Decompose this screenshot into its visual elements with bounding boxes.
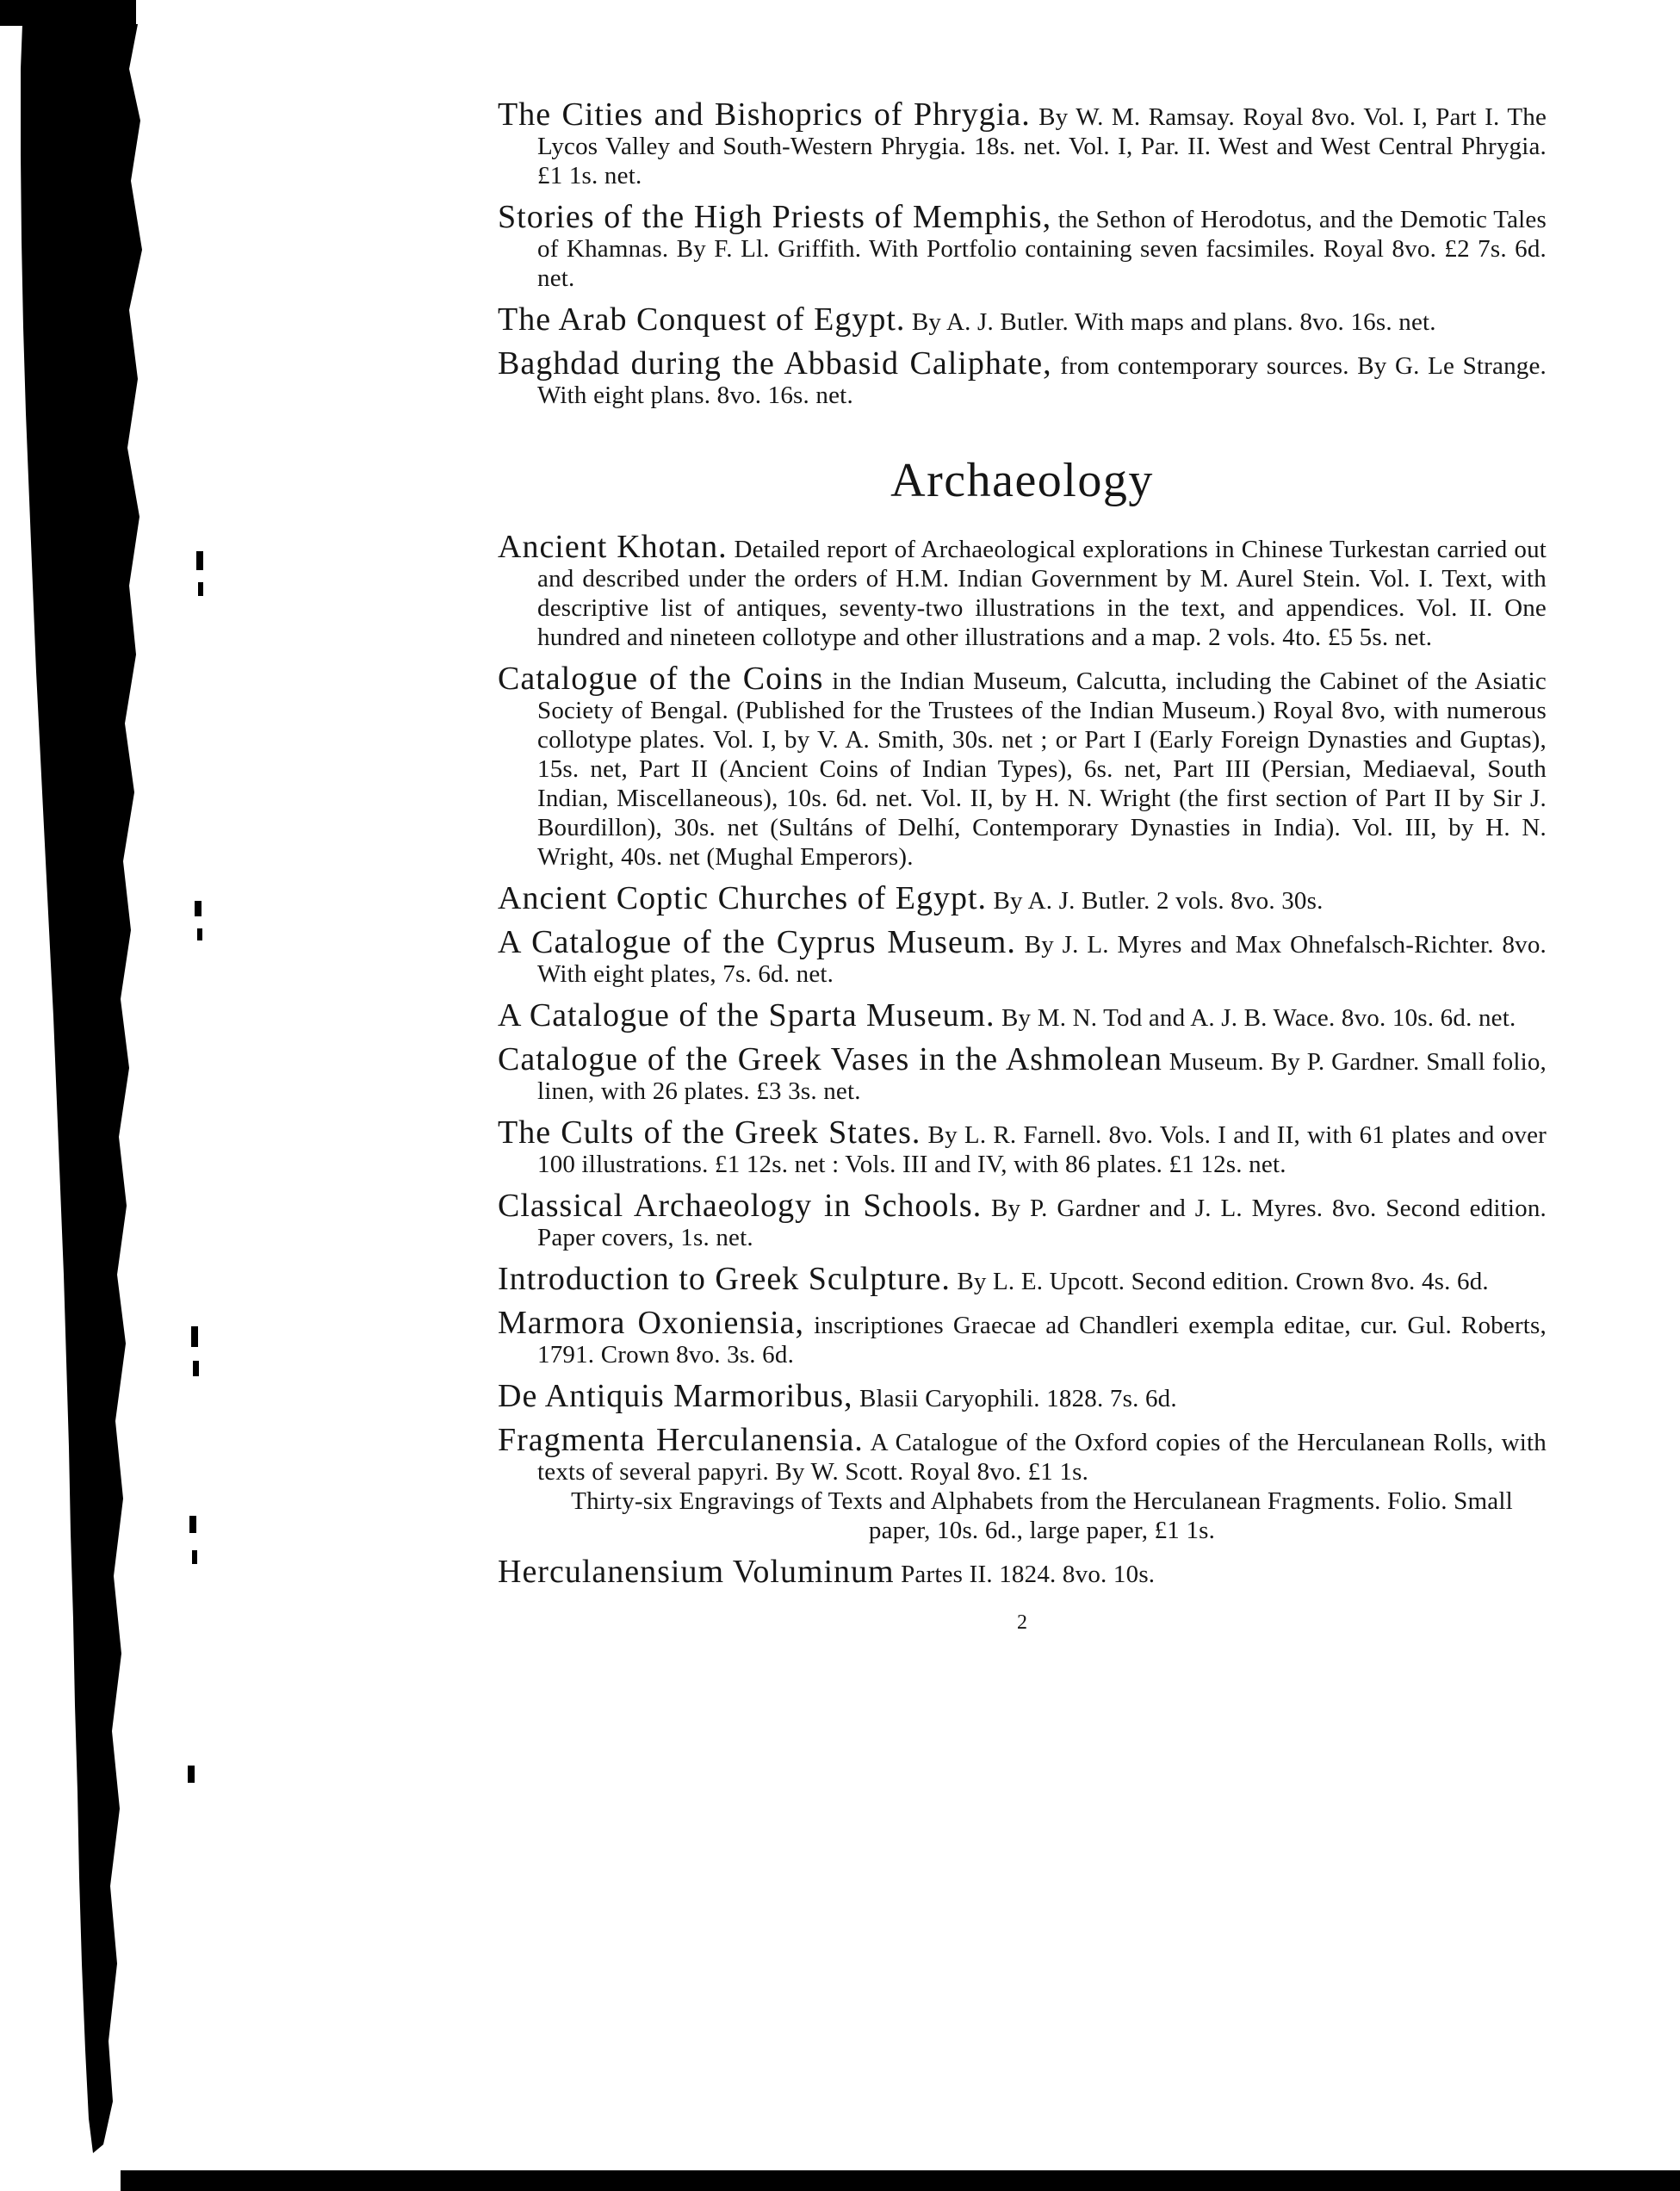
scan-artifact-speck [198, 582, 203, 596]
scan-artifact-speck [192, 1550, 197, 1564]
entry-title: De Antiquis Marmoribus, [498, 1378, 853, 1414]
entry-byline: in the Indian Museum, Calcutta, including [832, 667, 1272, 695]
catalog-entry [498, 1554, 1547, 1590]
scan-artifact-speck [189, 1516, 196, 1533]
entry-title: Baghdad during the Abbasid Caliphate, [498, 345, 1052, 382]
entry-title: Marmora Oxoniensia, [498, 1305, 805, 1341]
entry-note: Thirty-six Engravings of Texts and Alphabets from the Herculanean Fragments. Folio. Small paper, 10s. 6d., large paper, £1 1s. [571, 1487, 1513, 1544]
catalog-entry [498, 96, 1547, 190]
catalog-entry [498, 1041, 1547, 1106]
entry-details: Royal 8vo. Vol. I, Part I. The Lycos Valley and South-Western Phrygia. 18s. net. Vol. I, Par. II. West and West Central Phrygia. £1 1s. net. [537, 103, 1547, 189]
scan-artifact-speck [196, 551, 203, 570]
entry-byline: By L. R. Farnell. 8vo. [927, 1121, 1154, 1149]
catalog-entry [498, 880, 1547, 916]
scan-artifact-speck [195, 901, 201, 916]
catalog-entry [498, 1261, 1547, 1297]
scan-artifact-bottom-bar [121, 2170, 1680, 2191]
entry-title: Classical Archaeology in Schools. [498, 1188, 983, 1224]
entry-title: Ancient Khotan. [498, 529, 728, 565]
entry-details: plans. 8vo. 16s. net. [1233, 308, 1436, 336]
entry-details: in Chinese Turkestan carried out and described under the orders of H.M. Indian Government by M. Aurel Stein. Vol. I. Text, with descriptive list of antiques, seventy-two illustrations in the text, and appendices. Vol. II. One hundred and nineteen collotype and other illustrations and a map. 2 vols. 4to. £5 5s. net. [537, 536, 1547, 651]
entry-byline: A Catalogue of the Oxford copies of the [870, 1429, 1289, 1456]
entry-byline: the Sethon of [1057, 206, 1194, 233]
scan-artifact-top-bar [0, 0, 136, 26]
entry-details: 8vo. 30s. [1231, 887, 1324, 915]
scan-artifact-speck [188, 1766, 195, 1783]
catalog-entry [498, 1188, 1547, 1252]
entry-byline: Detailed report of Archaeological explorations [734, 536, 1209, 563]
section-heading-archaeology: Archaeology [890, 454, 1154, 507]
entry-byline: from contemporary [1060, 352, 1259, 380]
scan-artifact-speck [191, 1326, 198, 1347]
entry-details: edition. Crown 8vo. 4s. 6d. [1212, 1268, 1489, 1295]
catalog-entry [498, 661, 1547, 872]
catalog-entry [498, 345, 1547, 410]
entry-byline: By L. E. Upcott. Second [957, 1268, 1206, 1295]
entry-details: Vols. I and II, with 61 plates and over 100 illustrations. £1 12s. net : Vols. III and IV, with 86 plates. £1 12s. net. [537, 1121, 1547, 1178]
catalog-column [498, 96, 1547, 1635]
entry-title: The Cities and Bishoprics of Phrygia. [498, 96, 1031, 133]
catalog-entry [498, 199, 1547, 293]
entry-title: A Catalogue of the Sparta Museum. [498, 997, 995, 1033]
entry-details: sources. By G. Le Strange. With eight plans. 8vo. 16s. net. [537, 352, 1547, 409]
entry-details: editae, cur. Gul. Roberts, 1791. Crown 8vo. 3s. 6d. [537, 1312, 1547, 1369]
catalog-entry [498, 924, 1547, 989]
entry-title: Herculanensium Voluminum [498, 1554, 895, 1590]
entry-byline: By A. J. Butler. 2 vols. [993, 887, 1224, 915]
scan-artifact-speck [197, 928, 202, 940]
entry-details: A. J. B. Wace. 8vo. 10s. 6d. net. [1190, 1004, 1516, 1032]
page-number: 2 [1017, 1611, 1027, 1634]
entry-title: Catalogue of the Greek Vases in the Ashmolean [498, 1041, 1162, 1077]
catalog-entry [498, 1114, 1547, 1179]
entry-byline: By M. N. Tod and [1001, 1004, 1186, 1032]
entry-details: Herodotus, and the Demotic Tales of Khamnas. By F. Ll. Griffith. With Portfolio containing seven facsimiles. Royal 8vo. £2 7s. 6d. net. [537, 206, 1547, 292]
entry-title: Stories of the High Priests of Memphis, [498, 199, 1052, 235]
entry-title: Ancient Coptic Churches of Egypt. [498, 880, 988, 916]
catalog-entry [498, 997, 1547, 1033]
entry-byline: Blasii Caryophili. 1828. 7s. 6d. [859, 1385, 1177, 1412]
entry-byline: By P. Gardner and J. L. [991, 1195, 1243, 1222]
entry-byline: By A. J. Butler. With maps and [911, 308, 1227, 336]
entry-byline: By J. L. Myres and [1024, 931, 1227, 959]
entry-title: A Catalogue of the Cyprus Museum. [498, 924, 1016, 960]
entry-details: Max Ohnefalsch-Richter. 8vo. With eight plates, 7s. 6d. net. [537, 931, 1547, 988]
entry-byline: By W. M. Ramsay. [1038, 103, 1235, 131]
entry-details: Museum. By P. Gardner. Small folio, linen, with 26 plates. £3 3s. net. [537, 1048, 1547, 1105]
entry-details: Herculanean Rolls, with texts of several papyri. By W. Scott. Royal 8vo. £1 1s. [537, 1429, 1547, 1486]
scan-artifact-binding-shadow [21, 24, 142, 2153]
catalog-entry [498, 1305, 1547, 1369]
entry-title: Introduction to Greek Sculpture. [498, 1261, 951, 1297]
catalog-entry [498, 1378, 1547, 1414]
entry-details: the Cabinet of the Asiatic Society of Bengal. (Published for the Trustees of the Indian Museum.) Royal 8vo, with numerous collotype plates. Vol. I, by V. A. Smith, 30s. net ; or Part I (Early Foreign Dynasties and Guptas), 15s. net, Part II (Ancient Coins of Indian Types), 6s. net, Part III (Persian, Mediaeval, South Indian, Miscellaneous), 10s. 6d. net. Vol. II, by H. N. Wright (the first section of Part II by Sir J. Bourdillon), 30s. net (Sultáns of Delhí, Contemporary Dynasties in India). Vol. III, by H. N. Wright, 40s. net (Mughal Emperors). [537, 667, 1547, 871]
entry-title: Catalogue of the Coins [498, 661, 824, 697]
catalog-entry [498, 1422, 1547, 1545]
entry-title: The Arab Conquest of Egypt. [498, 301, 906, 338]
catalog-entry [498, 529, 1547, 652]
catalog-entry [498, 301, 1547, 338]
entry-title: Fragmenta Herculanensia. [498, 1422, 864, 1458]
scan-artifact-speck [193, 1361, 199, 1376]
entry-details: Myres. 8vo. Second edition. Paper covers, 1s. net. [537, 1195, 1547, 1251]
entry-byline: Partes II. 1824. 8vo. 10s. [901, 1561, 1156, 1588]
entry-title: The Cults of the Greek States. [498, 1114, 921, 1151]
entry-byline: inscriptiones Graecae ad Chandleri exempla [814, 1312, 1274, 1339]
